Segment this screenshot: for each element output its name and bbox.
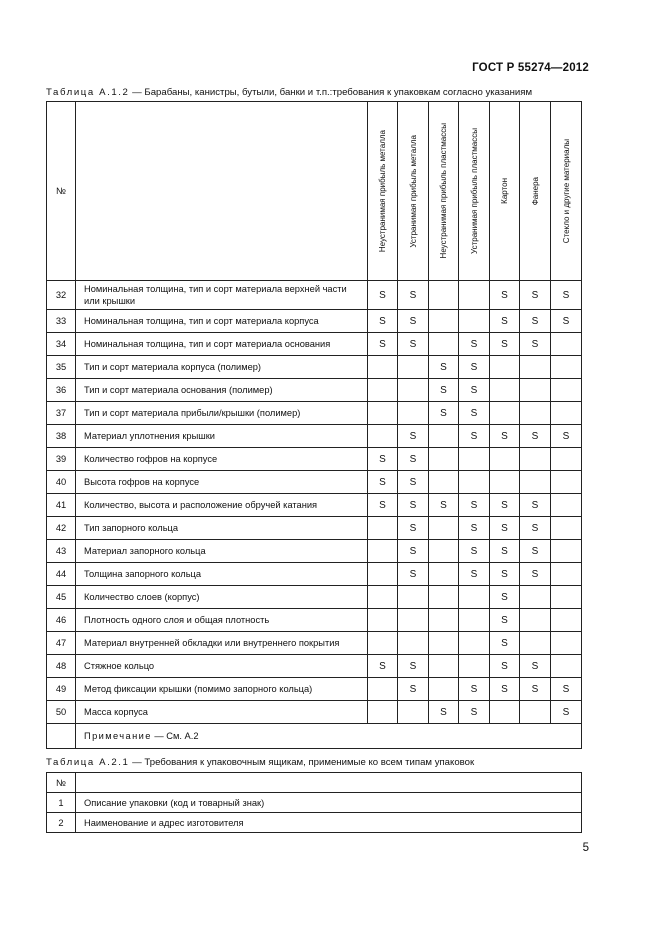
row-description: Метод фиксации крышки (помимо запорного кольца): [76, 678, 368, 701]
requirement-mark: S: [398, 517, 429, 540]
requirement-mark: S: [551, 425, 582, 448]
table-row: [47, 517, 582, 540]
table1-header-row: [47, 102, 582, 281]
table-row: [47, 356, 582, 379]
requirement-mark: [520, 379, 551, 402]
row-number: 40: [47, 471, 76, 494]
requirement-mark: S: [368, 333, 398, 356]
table-row: [47, 540, 582, 563]
table-row: [47, 310, 582, 333]
requirement-mark: [520, 701, 551, 724]
requirement-mark: S: [520, 333, 551, 356]
requirement-mark: [398, 632, 429, 655]
requirement-mark: [429, 655, 459, 678]
requirement-mark: [551, 356, 582, 379]
row-number: 48: [47, 655, 76, 678]
material-column-header: Стекло и другие материалы: [551, 102, 582, 281]
table2-caption-label: Таблица А.2.1: [46, 757, 130, 768]
row-description: Описание упаковки (код и товарный знак): [76, 793, 582, 813]
row-description: Плотность одного слоя и общая плотность: [76, 609, 368, 632]
row-number: 36: [47, 379, 76, 402]
requirement-mark: [368, 402, 398, 425]
requirement-mark: S: [459, 333, 490, 356]
row-number: 34: [47, 333, 76, 356]
requirement-mark: [429, 471, 459, 494]
row-number: 49: [47, 678, 76, 701]
requirement-mark: [520, 609, 551, 632]
requirement-mark: S: [459, 540, 490, 563]
requirement-mark: [368, 425, 398, 448]
standard-code: ГОСТ Р 55274—2012: [472, 62, 589, 74]
requirement-mark: [551, 333, 582, 356]
requirement-mark: S: [398, 494, 429, 517]
requirement-mark: [520, 632, 551, 655]
requirement-mark: S: [398, 540, 429, 563]
requirement-mark: [551, 540, 582, 563]
row-description: Количество слоев (корпус): [76, 586, 368, 609]
table-row: [47, 678, 582, 701]
requirement-mark: [490, 356, 520, 379]
row-description: Тип и сорт материала корпуса (полимер): [76, 356, 368, 379]
requirement-mark: S: [520, 563, 551, 586]
requirement-mark: S: [459, 402, 490, 425]
requirement-mark: S: [490, 678, 520, 701]
row-description: Тип и сорт материала основания (полимер): [76, 379, 368, 402]
row-number: 46: [47, 609, 76, 632]
requirement-mark: S: [398, 425, 429, 448]
requirement-mark: S: [368, 448, 398, 471]
row-description: Тип и сорт материала прибыли/крышки (полимер): [76, 402, 368, 425]
requirement-mark: [429, 609, 459, 632]
requirement-mark: [398, 701, 429, 724]
table1-caption-text: — Барабаны, канистры, бутыли, банки и т.п.:требования к упаковкам согласно указаниям: [132, 87, 533, 98]
table-row: [47, 563, 582, 586]
requirement-mark: S: [520, 655, 551, 678]
table1-caption-label: Таблица А.1.2: [46, 87, 130, 98]
requirement-mark: [490, 402, 520, 425]
description-column-header: [76, 102, 368, 281]
requirement-mark: [368, 379, 398, 402]
row-number: 38: [47, 425, 76, 448]
row-number: 32: [47, 281, 76, 310]
requirement-mark: [398, 609, 429, 632]
table-row: [47, 813, 582, 833]
requirement-mark: S: [490, 563, 520, 586]
requirement-mark: [551, 609, 582, 632]
requirement-mark: S: [520, 678, 551, 701]
table-row: [47, 448, 582, 471]
requirement-mark: S: [490, 310, 520, 333]
material-column-header: Устранимая прибыль металла: [398, 102, 429, 281]
requirement-mark: S: [490, 540, 520, 563]
requirement-mark: S: [398, 655, 429, 678]
requirement-mark: [429, 517, 459, 540]
requirement-mark: S: [551, 701, 582, 724]
requirement-mark: S: [429, 402, 459, 425]
requirement-mark: S: [490, 586, 520, 609]
requirement-mark: [551, 517, 582, 540]
table-row: [47, 586, 582, 609]
requirement-mark: [368, 540, 398, 563]
requirement-mark: [429, 281, 459, 310]
row-number: 50: [47, 701, 76, 724]
requirement-mark: S: [459, 379, 490, 402]
requirement-mark: S: [490, 494, 520, 517]
requirement-mark: [520, 402, 551, 425]
requirement-mark: [551, 471, 582, 494]
requirement-mark: [429, 333, 459, 356]
requirement-mark: S: [398, 333, 429, 356]
requirement-mark: [429, 540, 459, 563]
row-description: Материал уплотнения крышки: [76, 425, 368, 448]
requirement-mark: [551, 402, 582, 425]
requirement-mark: S: [520, 494, 551, 517]
requirement-mark: [520, 471, 551, 494]
requirement-mark: [490, 701, 520, 724]
table2-caption: [46, 757, 474, 768]
requirement-mark: [520, 356, 551, 379]
table-row: [47, 402, 582, 425]
requirement-mark: S: [459, 563, 490, 586]
requirement-mark: S: [398, 563, 429, 586]
packaging-requirements-table: [46, 101, 582, 749]
requirement-mark: S: [520, 310, 551, 333]
requirement-mark: S: [459, 517, 490, 540]
requirement-mark: [429, 586, 459, 609]
requirement-mark: [459, 310, 490, 333]
requirement-mark: [429, 448, 459, 471]
table2-header-row: [47, 773, 582, 793]
row-description: Материал запорного кольца: [76, 540, 368, 563]
requirement-mark: [368, 563, 398, 586]
requirement-mark: S: [368, 655, 398, 678]
requirement-mark: S: [368, 494, 398, 517]
requirement-mark: S: [429, 701, 459, 724]
table-row: [47, 609, 582, 632]
requirement-mark: [520, 448, 551, 471]
table-row: [47, 471, 582, 494]
row-description: Тип запорного кольца: [76, 517, 368, 540]
row-description: Номинальная толщина, тип и сорт материала верхней части или крышки: [76, 281, 368, 310]
requirement-mark: [459, 655, 490, 678]
requirement-mark: [429, 425, 459, 448]
requirement-mark: S: [520, 540, 551, 563]
table-row: [47, 379, 582, 402]
table-row: [47, 632, 582, 655]
requirement-mark: [429, 563, 459, 586]
table-row: [47, 793, 582, 813]
note-empty-cell: [47, 724, 76, 749]
requirement-mark: [459, 586, 490, 609]
row-description: Масса корпуса: [76, 701, 368, 724]
row-number: 44: [47, 563, 76, 586]
requirement-mark: [551, 379, 582, 402]
row-number: 35: [47, 356, 76, 379]
requirement-mark: S: [520, 517, 551, 540]
requirement-mark: [490, 471, 520, 494]
requirement-mark: S: [398, 448, 429, 471]
row-description: Толщина запорного кольца: [76, 563, 368, 586]
description-column-header: [76, 773, 582, 793]
number-column-header: №: [47, 102, 76, 281]
requirement-mark: [368, 632, 398, 655]
table-row: [47, 425, 582, 448]
requirement-mark: S: [490, 425, 520, 448]
row-number: 1: [47, 793, 76, 813]
material-column-header: Неустранимая прибыль металла: [368, 102, 398, 281]
row-description: Стяжное кольцо: [76, 655, 368, 678]
requirement-mark: S: [459, 356, 490, 379]
table-note: [76, 724, 582, 749]
material-column-header: Устранимая прибыль пластмассы: [459, 102, 490, 281]
row-number: 2: [47, 813, 76, 833]
requirement-mark: [490, 379, 520, 402]
requirement-mark: S: [398, 471, 429, 494]
note-text: — См. А.2: [154, 731, 199, 741]
requirement-mark: S: [551, 310, 582, 333]
table-row: [47, 333, 582, 356]
row-number: 42: [47, 517, 76, 540]
row-description: Номинальная толщина, тип и сорт материала корпуса: [76, 310, 368, 333]
table-row: [47, 281, 582, 310]
requirement-mark: S: [490, 517, 520, 540]
requirement-mark: [459, 281, 490, 310]
row-description: Количество гофров на корпусе: [76, 448, 368, 471]
requirement-mark: [398, 356, 429, 379]
requirement-mark: S: [368, 281, 398, 310]
requirement-mark: [490, 448, 520, 471]
box-requirements-table: [46, 772, 582, 833]
requirement-mark: S: [490, 333, 520, 356]
requirement-mark: [398, 586, 429, 609]
requirement-mark: S: [459, 494, 490, 517]
requirement-mark: [459, 448, 490, 471]
material-column-header: Картон: [490, 102, 520, 281]
table1-body: [47, 281, 582, 749]
requirement-mark: [551, 586, 582, 609]
requirement-mark: [551, 632, 582, 655]
row-number: 47: [47, 632, 76, 655]
requirement-mark: S: [368, 310, 398, 333]
note-label: Примечание: [84, 731, 152, 741]
requirement-mark: [551, 448, 582, 471]
requirement-mark: S: [429, 356, 459, 379]
row-number: 45: [47, 586, 76, 609]
row-number: 43: [47, 540, 76, 563]
requirement-mark: S: [490, 281, 520, 310]
row-number: 41: [47, 494, 76, 517]
table-row: [47, 701, 582, 724]
requirement-mark: S: [398, 310, 429, 333]
requirement-mark: [368, 678, 398, 701]
requirement-mark: S: [459, 678, 490, 701]
requirement-mark: S: [490, 655, 520, 678]
requirement-mark: [520, 586, 551, 609]
requirement-mark: S: [398, 281, 429, 310]
table2-body: [47, 773, 582, 833]
row-description: Высота гофров на корпусе: [76, 471, 368, 494]
page-number: 5: [582, 842, 589, 854]
requirement-mark: [398, 379, 429, 402]
requirement-mark: S: [551, 678, 582, 701]
requirement-mark: S: [520, 281, 551, 310]
requirement-mark: S: [459, 425, 490, 448]
material-column-header: Неустранимая прибыль пластмассы: [429, 102, 459, 281]
requirement-mark: [551, 494, 582, 517]
row-description: Наименование и адрес изготовителя: [76, 813, 582, 833]
requirement-mark: [551, 563, 582, 586]
requirement-mark: [368, 517, 398, 540]
requirement-mark: [551, 655, 582, 678]
table-row: [47, 655, 582, 678]
requirement-mark: [459, 471, 490, 494]
requirement-mark: S: [429, 379, 459, 402]
row-description: Материал внутренней обкладки или внутреннего покрытия: [76, 632, 368, 655]
requirement-mark: [459, 609, 490, 632]
row-number: 39: [47, 448, 76, 471]
row-number: 33: [47, 310, 76, 333]
requirement-mark: S: [398, 678, 429, 701]
row-description: Номинальная толщина, тип и сорт материала основания: [76, 333, 368, 356]
requirement-mark: [368, 356, 398, 379]
row-description: Количество, высота и расположение обручей катания: [76, 494, 368, 517]
requirement-mark: S: [368, 471, 398, 494]
requirement-mark: [429, 632, 459, 655]
table1-caption: [46, 87, 532, 98]
requirement-mark: S: [490, 609, 520, 632]
requirement-mark: [429, 310, 459, 333]
table1-note-row: [47, 724, 582, 749]
table-row: [47, 494, 582, 517]
requirement-mark: S: [551, 281, 582, 310]
number-column-header: №: [47, 773, 76, 793]
requirement-mark: S: [490, 632, 520, 655]
requirement-mark: S: [459, 701, 490, 724]
row-number: 37: [47, 402, 76, 425]
requirement-mark: [398, 402, 429, 425]
material-column-header: Фанера: [520, 102, 551, 281]
table2-caption-text: — Требования к упаковочным ящикам, применимые ко всем типам упаковок: [132, 757, 475, 768]
requirement-mark: S: [520, 425, 551, 448]
requirement-mark: S: [429, 494, 459, 517]
requirement-mark: [429, 678, 459, 701]
requirement-mark: [368, 586, 398, 609]
requirement-mark: [368, 701, 398, 724]
requirement-mark: [459, 632, 490, 655]
requirement-mark: [368, 609, 398, 632]
